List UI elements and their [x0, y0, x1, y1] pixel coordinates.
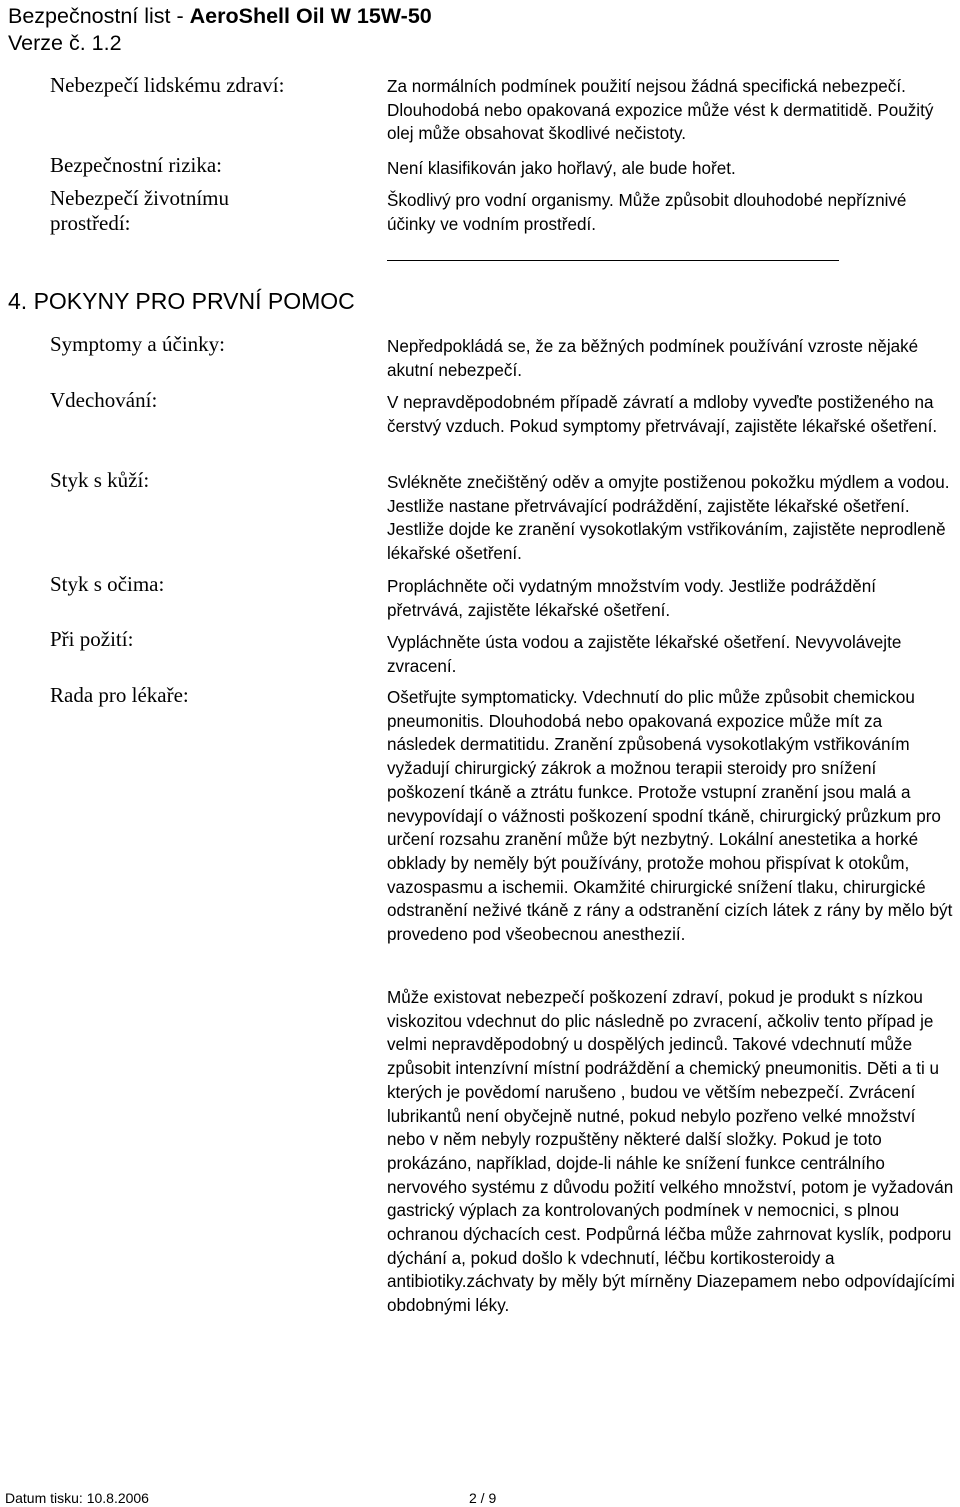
skin-contact-label: Styk s kůží: [50, 468, 150, 492]
health-hazard-label: Nebezpečí lidskému zdraví: [50, 73, 285, 97]
section-divider [387, 260, 839, 261]
safety-hazard-label: Bezpečnostní rizika: [50, 153, 223, 177]
health-hazard-text: Za normálních podmínek použití nejsou žádná specifická nebezpečí. Dlouhodobá nebo opakovaná expozice může vést k dermatitidě. Použitý olej může obsahovat škodlivé nečistoty. [387, 77, 934, 144]
ingestion-label: Při požití: [50, 627, 134, 651]
page-number: 2 / 9 [469, 1490, 497, 1506]
physician-advice-label: Rada pro lékaře: [50, 683, 189, 707]
document-title [8, 4, 432, 28]
safety-hazard-text: Není klasifikován jako hořlavý, ale bude hořet. [387, 159, 736, 178]
environment-hazard-text: Škodlivý pro vodní organismy. Může způsobit dlouhodobé nepříznivé účinky ve vodním prostředí. [387, 191, 907, 234]
inhalation-label: Vdechování: [50, 388, 158, 412]
section-heading: 4. POKYNY PRO PRVNÍ POMOC [8, 288, 355, 314]
environment-hazard-label: Nebezpečí životnímu prostředí: [50, 186, 230, 235]
inhalation-text: V nepravděpodobném případě závratí a mdloby vyveďte postiženého na čerstvý vzduch. Pokud symptomy přetrvávají, zajistěte lékařské ošetření. [387, 393, 938, 436]
print-date: Datum tisku: 10.8.2006 [5, 1490, 149, 1506]
physician-advice-text-2: Může existovat nebezpečí poškození zdraví, pokud je produkt s nízkou viskozitou vdechnut do plic následně po zvracení, ačkoliv tento případ je velmi nepravděpodobný u dospělých jedinců. Takové vdechnutí může způsobit intenzívní místní podráždění a chemický pneumonitis. Děti a ti u kterých je povědomí narušeno , budou ve větším nebezpečí. Zvrácení lubrikantů není obyčejně nutné, pokud nebylo pozřeno velké množství nebo v něm nebyly rozpuštěny některé další složky. Pokud je toto prokázáno, například, dojde-li náhle ke snížení funkce centrálního nervového systému z důvodu požití velkého množství, potom je vyžadován gastrický výplach za kontrolovaných podmínek v nemocnici, s plnou ochranou dýchacích cest. Podpůrná léčba může zahrnovat kyslík, podporu dýchání a, pokud došlo k vdechnutí, léčbu kortikosteroidy a antibiotiky.záchvaty by měly být mírněny Diazepamem nebo odpovídajícími obdobnými léky. [387, 988, 955, 1316]
symptoms-text: Nepředpokládá se, že za běžných podmínek používání vzroste nějaké akutní nebezpečí. [387, 337, 919, 380]
ingestion-text: Vypláchněte ústa vodou a zajistěte lékařské ošetření. Nevyvolávejte zvracení. [387, 633, 902, 676]
skin-contact-text: Svlékněte znečištěný oděv a omyjte postiženou pokožku mýdlem a vodou. Jestliže nastane přetrvávající podráždění, zajistěte lékařské ošetření. Jestliže dojde ke zranění vysokotlakým vstřikováním, zajistěte neprodleně lékařské ošetření. [387, 473, 950, 564]
symptoms-label: Symptomy a účinky: [50, 332, 225, 356]
eye-contact-label: Styk s očima: [50, 572, 165, 596]
eye-contact-text: Propláchněte oči vydatným množstvím vody. Jestliže podráždění přetrvává, zajistěte lékařské ošetření. [387, 577, 876, 620]
physician-advice-text-1: Ošetřujte symptomaticky. Vdechnutí do plic může způsobit chemickou pneumonitis. Dlouhodobá nebo opakovaná expozice může mít za následek dermatitidu. Zranění způsobená vysokotlakým vstřikováním vyžadují chirurgický zákrok a možnou terapii steroidy pro snížení poškození tkáně a ztrátu funkce. Protože vstupní zranění jsou malá a nevypovídají o vážnosti poškození spodní tkáně, chirurgický průzkum pro určení rozsahu zranění může být nezbytný. Lokální anestetika a horké obklady by neměly být používány, protože mohou přispívat k otokům, vazospasmu a ischemii. Okamžité chirurgické snížení tlaku, chirurgické odstranění neživé tkáně z rány a odstranění cizích látek z rány by mělo být provedeno pod všeobecnou anesthezií. [387, 688, 953, 945]
title-prefix: Bezpečnostní list - [8, 4, 190, 28]
document-version: Verze č. 1.2 [8, 31, 122, 55]
product-name: AeroShell Oil W 15W-50 [189, 4, 432, 28]
